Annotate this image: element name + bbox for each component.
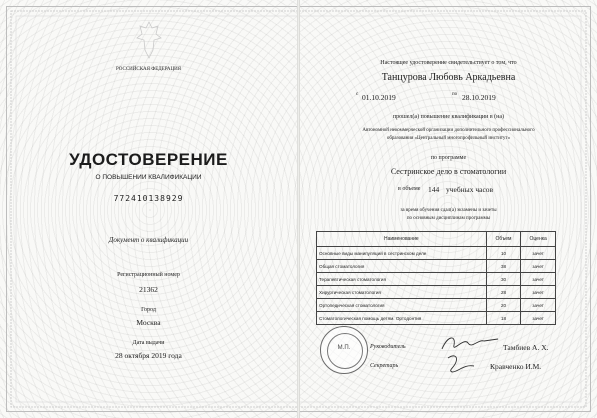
- exam-line-2: по основным дисциплинам программы: [406, 216, 491, 221]
- subject-name: Хирургическая стоматология: [317, 286, 487, 299]
- left-page: [0, 0, 297, 418]
- org-line-2: образования «Центральный многопрофильный институт»: [386, 136, 511, 141]
- date-value: 28 октября 2019 года: [115, 351, 182, 360]
- head-label: Руководитель: [370, 344, 406, 350]
- volume-prefix: в объеме: [398, 186, 421, 192]
- stamp-inner-ring: [327, 333, 363, 369]
- subject-hours: 28: [486, 286, 521, 299]
- volume-suffix: учебных часов: [446, 185, 494, 194]
- table-row: [317, 247, 556, 260]
- city-value: Москва: [136, 318, 161, 327]
- city-label: Город: [141, 307, 156, 313]
- subject-hours: 38: [486, 260, 521, 273]
- from-date: 01.10.2019: [362, 93, 396, 102]
- subjects-table: [316, 231, 556, 325]
- exam-line-1: за время обучения сдал(а) экзамены и зачеты: [400, 208, 497, 213]
- subject-name: Общая стоматология: [317, 260, 487, 273]
- country-label: РОССИЙСКАЯ ФЕДЕРАЦИЯ: [115, 67, 182, 72]
- org-line-1: Автономной некоммерческой организации дополнительного профессионального: [362, 128, 535, 133]
- program-label: по программе: [430, 155, 467, 161]
- subject-hours: 18: [486, 312, 521, 325]
- table-header: Оценка: [521, 232, 556, 247]
- reg-number-value: 21362: [139, 285, 158, 294]
- table-header: Наименование: [317, 232, 487, 247]
- serial-number: 772410138929: [113, 194, 184, 203]
- subject-grade: зачет: [521, 286, 556, 299]
- table-row: [317, 260, 556, 273]
- table-row: [317, 312, 556, 325]
- document-title: УДОСТОВЕРЕНИЕ: [69, 150, 228, 169]
- date-label: Дата выдачи: [132, 340, 165, 346]
- from-label: с: [356, 92, 359, 97]
- subject-grade: зачет: [521, 273, 556, 286]
- subject-name: Стоматологическая помощь детям. Ортодонтия: [317, 312, 487, 325]
- intro-text: Настоящее удостоверение свидетельствует о том, что: [380, 60, 517, 66]
- subject-name: Основные виды манипуляций в сестринском деле: [317, 247, 487, 260]
- table-header-row: [317, 232, 556, 247]
- table-row: [317, 299, 556, 312]
- reg-number-label: Регистрационный номер: [117, 272, 180, 278]
- subject-hours: 30: [486, 273, 521, 286]
- passed-text: прошел(а) повышение квалификации в (на): [392, 114, 505, 120]
- doc-caption: Документ о квалификации: [108, 236, 189, 244]
- official-stamp: [320, 326, 368, 374]
- subject-name: Терапевтическая стоматология: [317, 273, 487, 286]
- subject-grade: зачет: [521, 299, 556, 312]
- table-header: Объем: [486, 232, 521, 247]
- subject-grade: зачет: [521, 247, 556, 260]
- to-label: по: [452, 92, 458, 97]
- table-row: [317, 273, 556, 286]
- head-name: Тамбиев А. Х.: [503, 343, 549, 352]
- secretary-label: Секретарь: [370, 363, 399, 369]
- document-subtitle: О ПОВЫШЕНИИ КВАЛИФИКАЦИИ: [95, 174, 202, 181]
- subject-grade: зачет: [521, 312, 556, 325]
- subject-hours: 20: [486, 299, 521, 312]
- subject-hours: 10: [486, 247, 521, 260]
- table-row: [317, 286, 556, 299]
- coat-of-arms-icon: [136, 20, 162, 60]
- volume-value: 144: [428, 185, 440, 194]
- program-name: Сестринское дело в стоматологии: [390, 167, 507, 176]
- secretary-name: Кравченко И.М.: [490, 362, 542, 371]
- secretary-signature: [444, 352, 484, 374]
- stamp-text: М.П.: [337, 345, 351, 351]
- subject-name: Ортопедическая стоматология: [317, 299, 487, 312]
- person-name: Танцурова Любовь Аркадьевна: [381, 72, 516, 83]
- to-date: 28.10.2019: [462, 93, 496, 102]
- subject-grade: зачет: [521, 260, 556, 273]
